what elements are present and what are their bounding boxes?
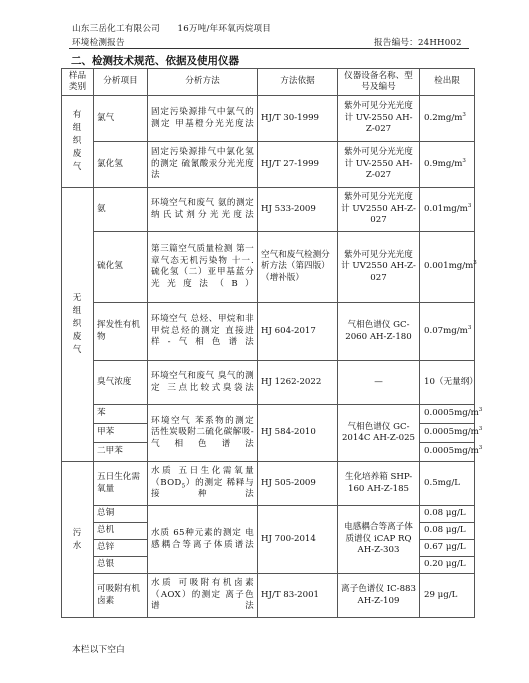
table-row [62, 96, 475, 142]
basis-cell: HJ/T 30-1999 [258, 96, 338, 142]
item-cell: 总机 [94, 523, 148, 540]
limit-cell: $0.0005mg/m^3$ [420, 443, 475, 462]
item-cell: 臭气浓度 [94, 361, 148, 405]
method-cell: 固定污染源排气中氯化氢的测定 硫氰酸汞分光光度法 [148, 142, 258, 188]
basis-cell: HJ 700-2014 [258, 506, 338, 574]
method-cell: 水质 可吸附有机卤素（AOX）的测定 离子色谱法 [148, 574, 258, 618]
method-cell: 环境空气 苯系物的测定 活性炭吸附二硫化碳解吸-气相色谱法 [148, 405, 258, 462]
col-header-instrument: 仪器设备名称、型号及编号 [338, 69, 420, 96]
table-row [62, 361, 475, 405]
item-cell: 氨 [94, 188, 148, 232]
basis-cell: HJ/T 83-2001 [258, 574, 338, 618]
instrument-cell: 紫外可见分光光度计 UV-2550 AH-Z-027 [338, 96, 420, 142]
header-report-number [374, 36, 462, 48]
limit-cell: 10（无量纲） [420, 361, 475, 405]
limit-cell: $0.0005mg/m^3$ [420, 405, 475, 424]
instrument-cell: 电感耦合等离子体质谱仪 iCAP RQ AH-Z-303 [338, 506, 420, 574]
footer-note: 本栏以下空白 [72, 645, 125, 655]
table-row [62, 405, 475, 424]
item-cell: 氯化氢 [94, 142, 148, 188]
method-cell: 固定污染源排气中氯气的测定 甲基橙分光光度法 [148, 96, 258, 142]
limit-cell: $0.01mg/m^3$ [420, 188, 475, 232]
col-header-basis: 方法依据 [258, 69, 338, 96]
limit-cell: 0.5mg/L [420, 462, 475, 506]
limit-cell: 0.08 μg/L [420, 523, 475, 540]
table-row [62, 574, 475, 618]
table-row [62, 462, 475, 506]
table-header-row [62, 69, 475, 96]
header-company-project: 山东三岳化工有限公司 16万吨/年环氧丙烷项目 [72, 24, 272, 34]
method-table [61, 68, 483, 618]
header-rule [69, 48, 469, 49]
limit-cell: 29 μg/L [420, 574, 475, 618]
item-cell: 总锌 [94, 540, 148, 557]
item-cell: 挥发性有机物 [94, 303, 148, 361]
item-cell: 氯气 [94, 96, 148, 142]
table-row [62, 188, 475, 232]
item-cell: 甲苯 [94, 424, 148, 443]
limit-cell: 0.08 μg/L [420, 506, 475, 523]
col-header-method: 分析方法 [148, 69, 258, 96]
method-cell: 环境空气和废气 氨的测定 纳氏试剂分光光度法 [148, 188, 258, 232]
item-cell: 硫化氢 [94, 232, 148, 303]
basis-cell: HJ 604-2017 [258, 303, 338, 361]
limit-cell: $0.001mg/m^3$ [420, 232, 475, 303]
instrument-cell: 气相色谱仪 GC-2060 AH-Z-180 [338, 303, 420, 361]
instrument-cell: 生化培养箱 SHP-160 AH-Z-185 [338, 462, 420, 506]
basis-cell: 空气和废气检测分析方法（第四版）（增补版） [258, 232, 338, 303]
basis-cell: HJ 533-2009 [258, 188, 338, 232]
limit-cell: $0.0005mg/m^3$ [420, 424, 475, 443]
category-organized-gas: 有组织废气 [62, 96, 94, 188]
basis-cell: HJ 505-2009 [258, 462, 338, 506]
method-cell: 环境空气 总烃、甲烷和非甲烷总烃的测定 直接进样-气相色谱法 [148, 303, 258, 361]
instrument-cell: 气相色谱仪 GC-2014C AH-Z-025 [338, 405, 420, 462]
limit-cell: $0.2mg/m^3$ [420, 96, 475, 142]
section-title: 二、检测技术规范、依据及使用仪器 [71, 55, 239, 67]
header-report-type: 环境检测报告 [72, 38, 125, 48]
table-row [62, 506, 475, 523]
method-cell: 第三篇空气质量检测 第一章气态无机污染物 十一.硫化氢（二）亚甲基蓝分光光度法（B） [148, 232, 258, 303]
table-row [62, 303, 475, 361]
method-cell: 水质 五日生化需氧量$(BOD_5)$的测定 稀释与接种法 [148, 462, 258, 506]
item-cell: 可吸附有机卤素 [94, 574, 148, 618]
instrument-cell: 紫外可见分光光度计 UV-2550 AH-Z-027 [338, 142, 420, 188]
col-header-limit: 检出限 [420, 69, 475, 96]
item-cell: 总银 [94, 557, 148, 574]
instrument-cell: — [338, 361, 420, 405]
basis-cell: HJ/T 27-1999 [258, 142, 338, 188]
category-wastewater: 污水 [62, 462, 94, 618]
limit-cell: 0.67 μg/L [420, 540, 475, 557]
basis-cell: HJ 584-2010 [258, 405, 338, 462]
limit-cell: $0.07mg/m^3$ [420, 303, 475, 361]
instrument-cell: 离子色谱仪 IC-883 AH-Z-109 [338, 574, 420, 618]
method-cell: 水质 65种元素的测定 电感耦合等离子体质谱法 [148, 506, 258, 574]
item-cell: 苯 [94, 405, 148, 424]
limit-cell: $0.9mg/m^3$ [420, 142, 475, 188]
table-row [62, 142, 475, 188]
item-cell: 二甲苯 [94, 443, 148, 462]
instrument-cell: 紫外可见分光光度计 UV2550 AH-Z-027 [338, 188, 420, 232]
limit-cell: 0.20 μg/L [420, 557, 475, 574]
table-row [62, 232, 475, 303]
category-unorganized-gas: 无组织废气 [62, 188, 94, 462]
method-cell: 环境空气和废气 臭气的测定 三点比较式臭袋法 [148, 361, 258, 405]
report-number-value: 24HH002 [417, 38, 462, 48]
item-cell: 总铜 [94, 506, 148, 523]
instrument-cell: 紫外可见分光光度计 UV2550 AH-Z-027 [338, 232, 420, 303]
col-header-category: 样品类别 [62, 69, 94, 96]
basis-cell: HJ 1262-2022 [258, 361, 338, 405]
report-number-label: 报告编号： [374, 38, 418, 48]
col-header-item: 分析项目 [94, 69, 148, 96]
item-cell: 五日生化需氧量 [94, 462, 148, 506]
